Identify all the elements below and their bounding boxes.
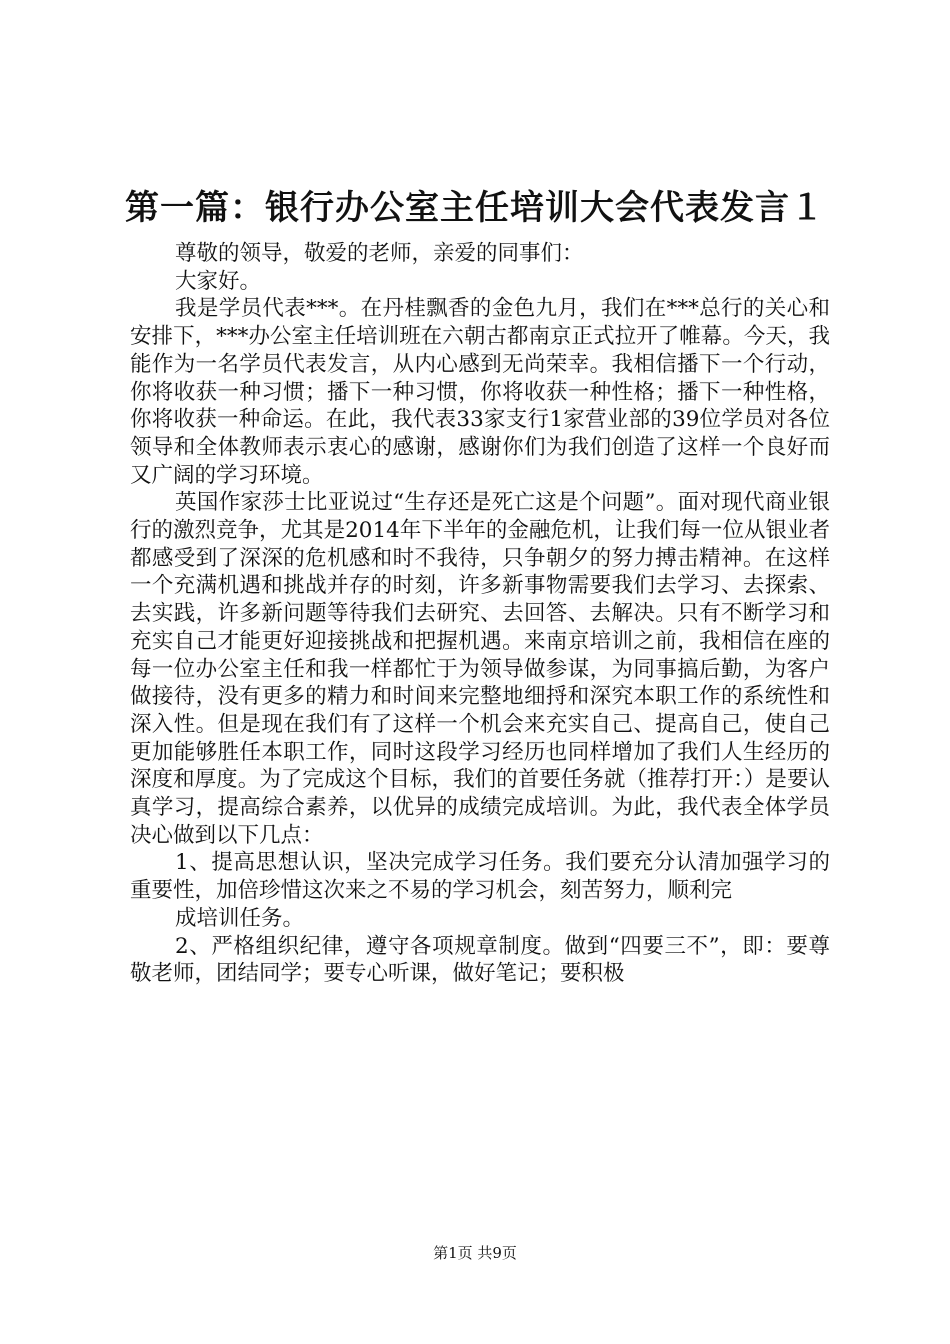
document-title: 第一篇：银行办公室主任培训大会代表发言１ xyxy=(125,188,825,228)
paragraph-point-1-continued: 成培训任务。 xyxy=(175,905,305,931)
paragraph-introduction: 我是学员代表***。在丹桂飘香的金色九月，我们在***总行的关心和安排下，***办公室主任培训班在六朝古都南京正式拉开了帷幕。今天，我能作为一名学员代表发言，从内心感到无尚荣幸。我相信播下一个行动，你将收获一种习惯；播下一种习惯，你将收获一种性格；播下一种性格，你将收获一种命运。在此，我代表33家支行1家营业部的39位学员对各位领导和全体教师表示衷心的感谢，感谢你们为我们创造了这样一个良好而又广阔的学习环境。 xyxy=(130,296,830,488)
paragraph-point-2: 2、严格组织纪律，遵守各项规章制度。做到“四要三不”，即：要尊敬老师，团结同学；要专心听课，做好笔记；要积极 xyxy=(130,933,830,987)
document-body xyxy=(130,240,830,988)
paragraph-point-1: 1、提高思想认识，坚决完成学习任务。我们要充分认清加强学习的重要性，加倍珍惜这次来之不易的学习机会，刻苦努力，顺利完 xyxy=(130,850,830,904)
paragraph-challenges: 英国作家莎士比亚说过“生存还是死亡这是个问题”。面对现代商业银行的激烈竞争，尤其是2014年下半年的金融危机，让我们每一位从银业者都感受到了深深的危机感和时不我待，只争朝夕的努力搏击精神。在这样一个充满机遇和挑战并存的时刻，许多新事物需要我们去学习、去探索、去实践，许多新问题等待我们去研究、去回答、去解决。只有不断学习和充实自己才能更好迎接挑战和把握机遇。来南京培训之前，我相信在座的每一位办公室主任和我一样都忙于为领导做参谋，为同事搞后勤，为客户做接待，没有更多的精力和时间来完整地细捋和深究本职工作的系统性和深入性。但是现在我们有了这样一个机会来充实自己、提高自己，使自己更加能够胜任本职工作，同时这段学习经历也同样增加了我们人生经历的深度和厚度。为了完成这个目标，我们的首要任务就（推荐打开：）是要认真学习，提高综合素养，以优异的成绩完成培训。为此，我代表全体学员决心做到以下几点： xyxy=(130,490,830,848)
page-footer: 第1页 共9页 xyxy=(433,1244,517,1262)
paragraph-salutation: 尊敬的领导，敬爱的老师，亲爱的同事们： xyxy=(175,241,584,266)
paragraph-greeting: 大家好。 xyxy=(175,268,262,294)
